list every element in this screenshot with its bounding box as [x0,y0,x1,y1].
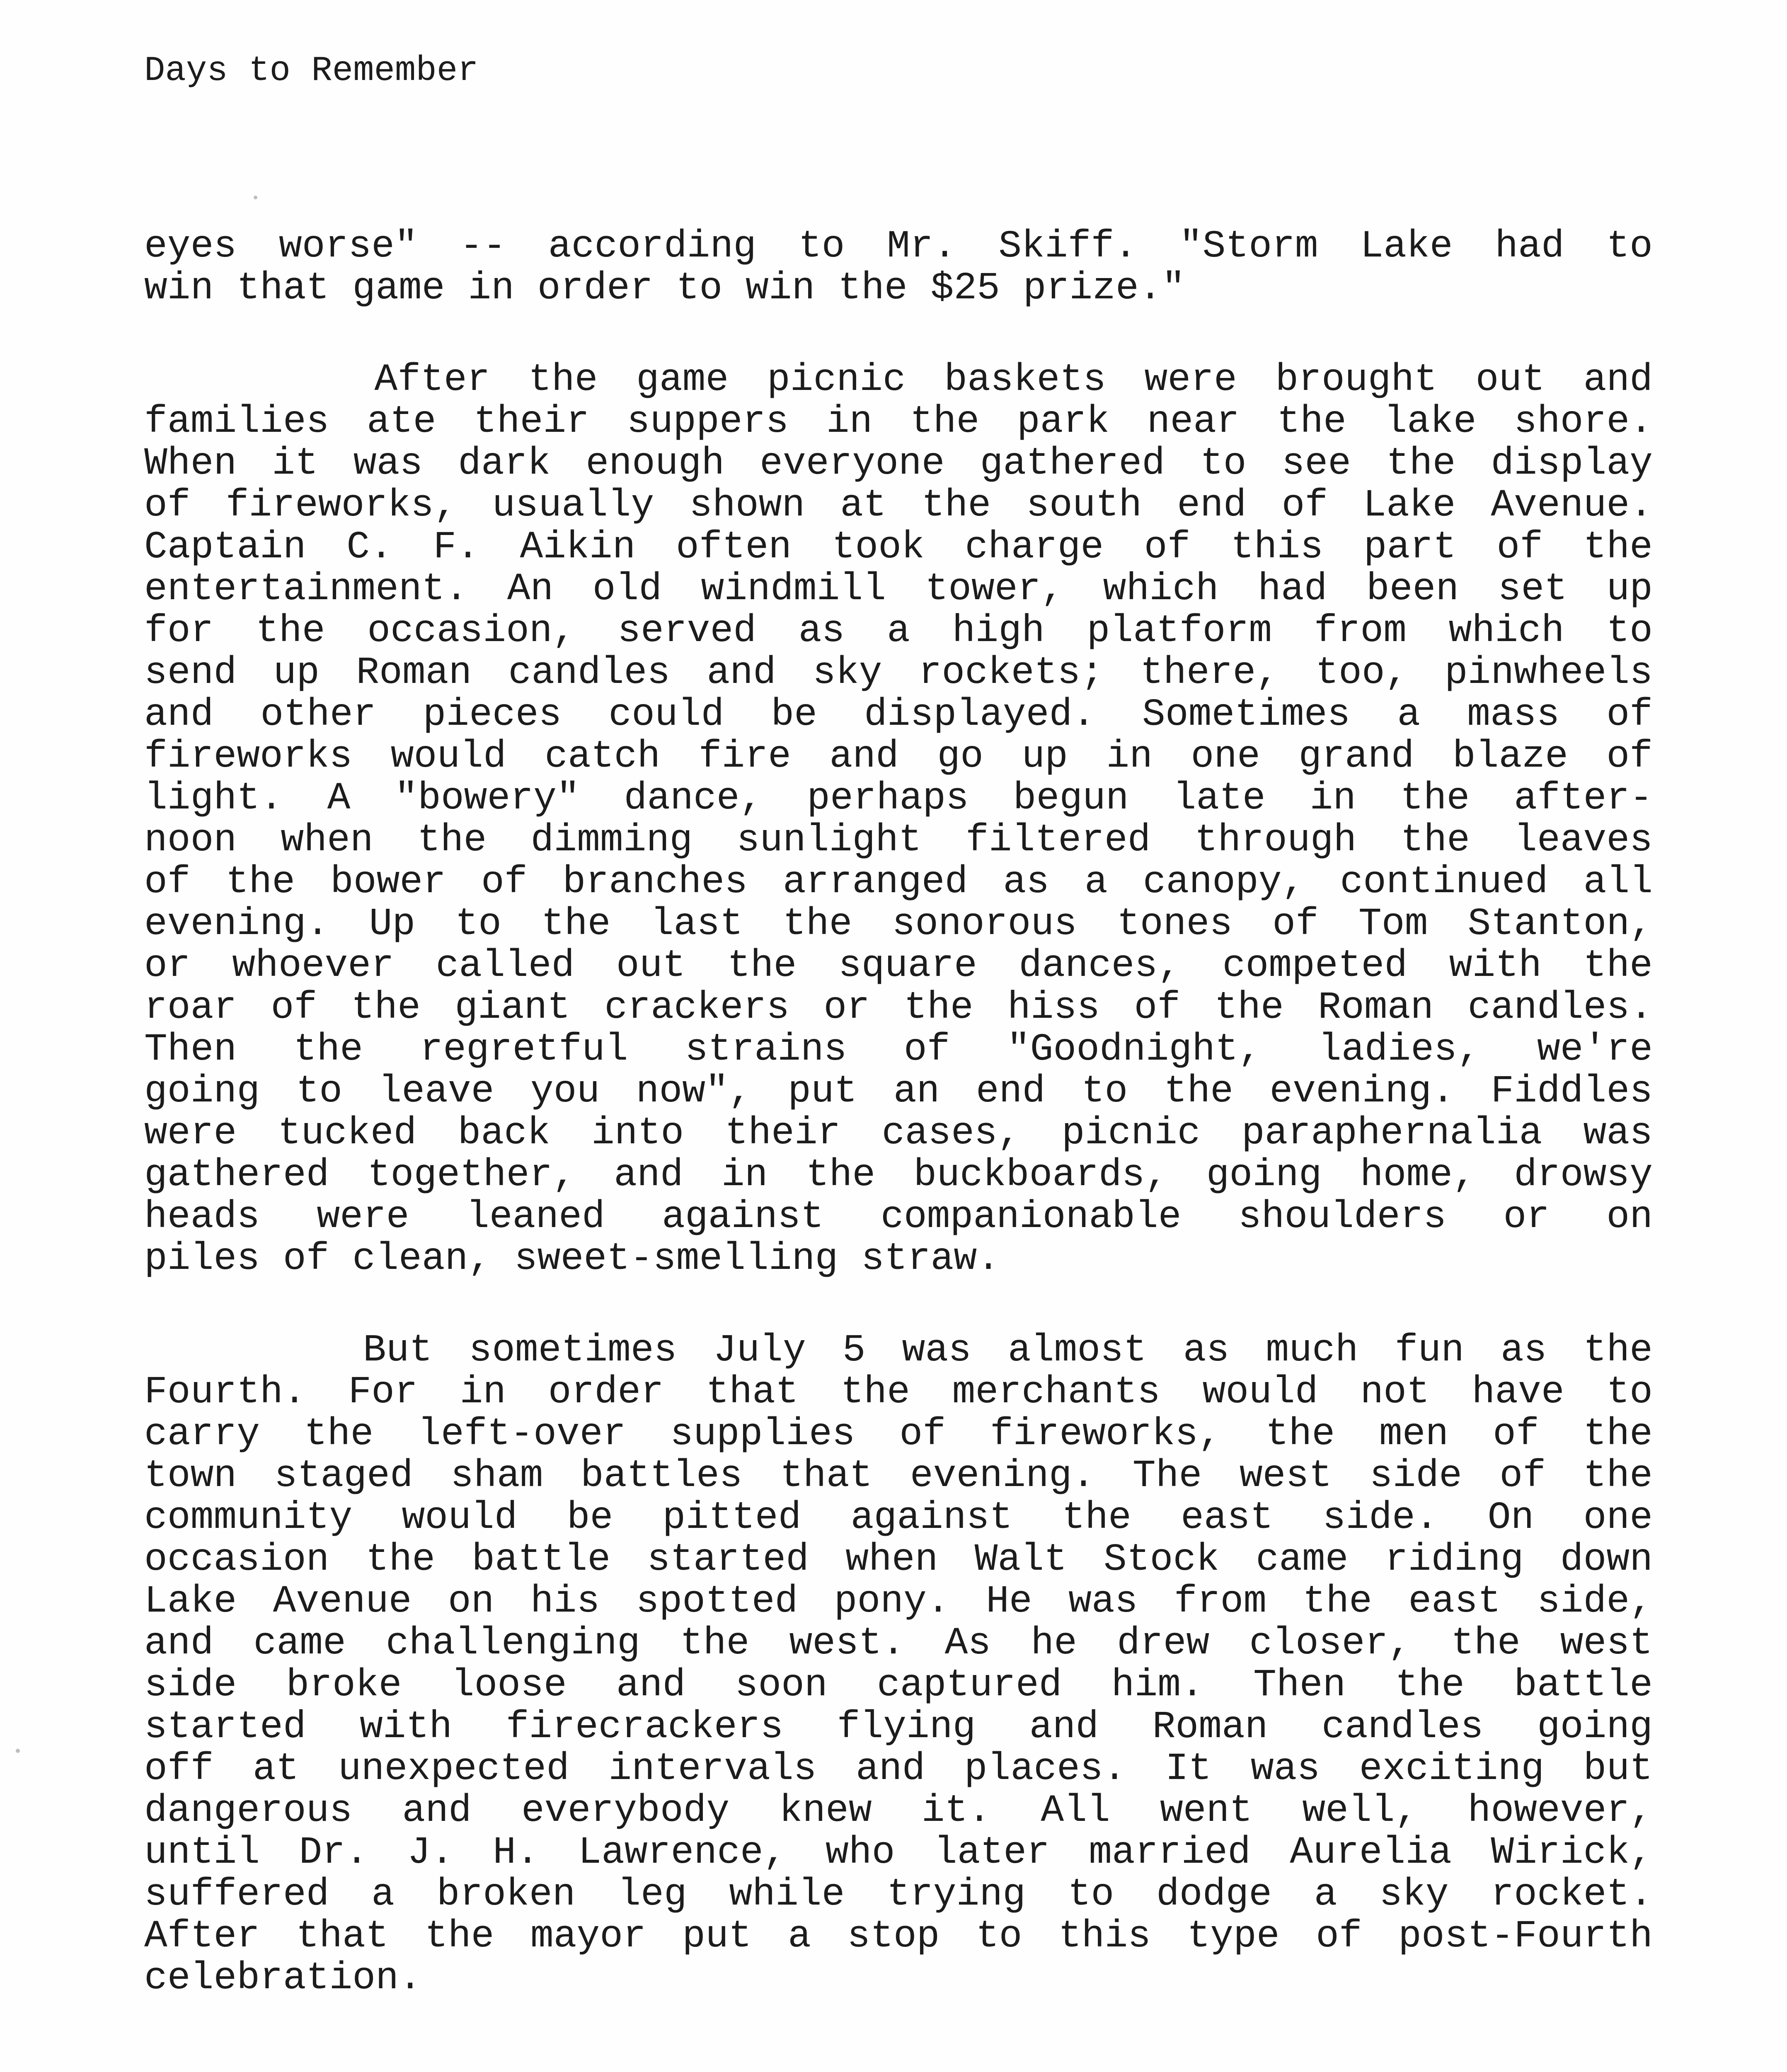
text-line: roar of the giant crackers or the hiss of the Roman candles. [144,986,1653,1029]
text-line: Lake Avenue on his spotted pony. He was from the east side, [144,1580,1653,1623]
text-line: After that the mayor put a stop to this type of post-Fourth [144,1915,1653,1958]
text-line: send up Roman candles and sky rockets; there, too, pinwheels [144,651,1653,695]
text-line: dangerous and everybody knew it. All went well, however, [144,1789,1653,1832]
text-line: Fourth. For in order that the merchants would not have to [144,1370,1653,1414]
text-line: When it was dark enough everyone gathered to see the display [144,442,1653,485]
text-line: and other pieces could be displayed. Sometimes a mass of [144,693,1653,736]
text-line: town staged sham battles that evening. The west side of the [144,1454,1653,1498]
text-line: started with firecrackers flying and Roman candles going [144,1705,1653,1749]
text-line: celebration. [144,1956,422,2000]
text-line: But sometimes July 5 was almost as much fun as the [144,1329,1653,1372]
text-line: were tucked back into their cases, picnic paraphernalia was [144,1111,1653,1155]
text-line: piles of clean, sweet-smelling straw. [144,1237,1000,1280]
running-head: Days to Remember [144,51,479,91]
text-line: heads were leaned against companionable shoulders or on [144,1195,1653,1239]
text-line: carry the left-over supplies of fireworks, the men of the [144,1412,1653,1456]
text-line: suffered a broken leg while trying to dodge a sky rocket. [144,1873,1653,1916]
text-line: fireworks would catch fire and go up in one grand blaze of [144,735,1653,778]
text-line: until Dr. J. H. Lawrence, who later married Aurelia Wirick, [144,1831,1653,1874]
text-line: or whoever called out the square dances, competed with the [144,944,1653,988]
text-line: After the game picnic baskets were brought out and [144,358,1653,402]
text-line: eyes worse" -- according to Mr. Skiff. "Storm Lake had to [144,225,1653,268]
text-line: going to leave you now", put an end to the evening. Fiddles [144,1070,1653,1113]
text-line: win that game in order to win the $25 prize." [144,266,1185,310]
text-line: and came challenging the west. As he drew closer, the west [144,1622,1653,1665]
text-line: noon when the dimming sunlight filtered through the leaves [144,818,1653,862]
text-line: for the occasion, served as a high platform from which to [144,609,1653,653]
text-line: occasion the battle started when Walt Stock came riding down [144,1538,1653,1581]
text-line: community would be pitted against the east side. On one [144,1496,1653,1539]
paragraph [144,1329,1653,1999]
paragraph [144,225,1653,309]
paragraph [144,359,1653,1280]
text-line: families ate their suppers in the park near the lake shore. [144,400,1653,443]
text-line: Then the regretful strains of "Goodnight, ladies, we're [144,1028,1653,1071]
text-line: side broke loose and soon captured him. Then the battle [144,1663,1653,1707]
text-line: gathered together, and in the buckboards, going home, drowsy [144,1153,1653,1197]
scan-speck [16,1749,20,1753]
text-line: of the bower of branches arranged as a canopy, continued all [144,860,1653,904]
text-line: evening. Up to the last the sonorous tones of Tom Stanton, [144,902,1653,946]
scan-speck [254,196,257,199]
text-line: light. A "bowery" dance, perhaps begun late in the after- [144,777,1653,820]
text-line: of fireworks, usually shown at the south end of Lake Avenue. [144,484,1653,527]
text-line: Captain C. F. Aikin often took charge of this part of the [144,525,1653,569]
text-line: off at unexpected intervals and places. It was exciting but [144,1747,1653,1791]
body-text [144,225,1653,2049]
text-line: entertainment. An old windmill tower, which had been set up [144,567,1653,611]
